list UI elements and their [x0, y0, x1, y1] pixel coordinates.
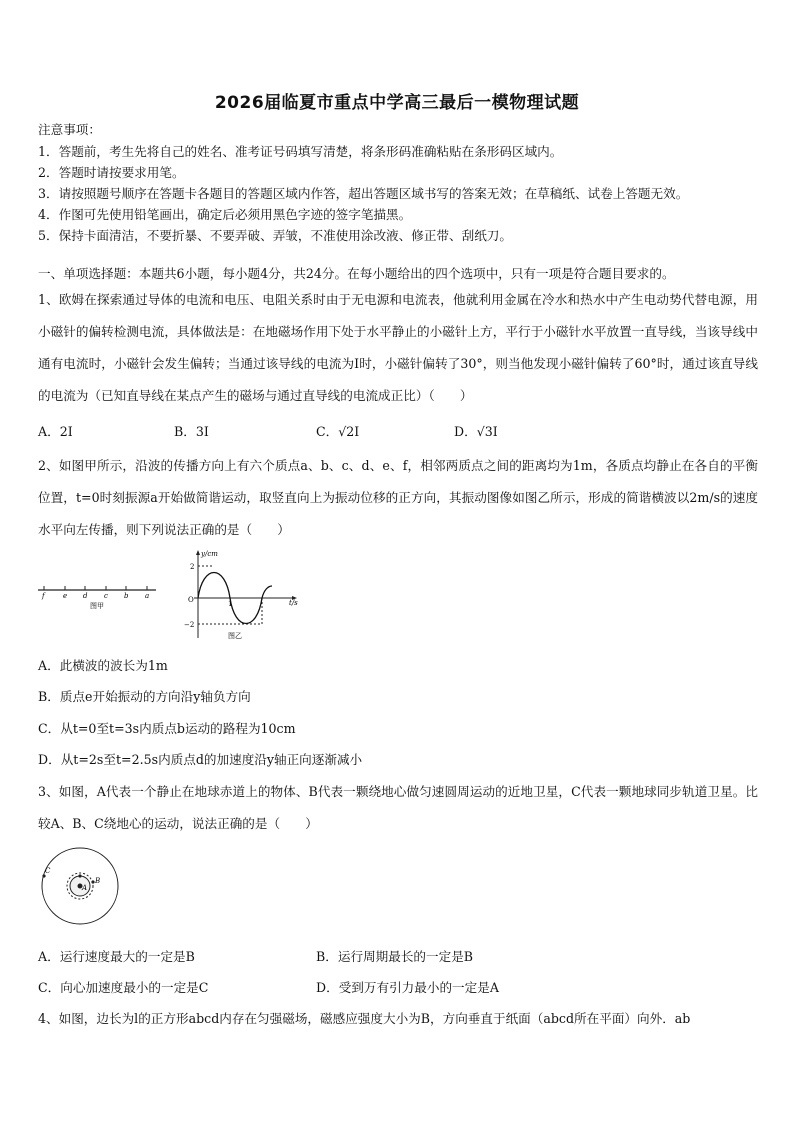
figure-yi-caption: 图乙	[228, 632, 242, 640]
q2-option-d: D．从t=2s至t=2.5s内质点d的加速度沿y轴正向逐渐减小	[38, 752, 363, 767]
question-4-stem: 4、如图，边长为l的正方形abcd内存在匀强磁场，磁感应强度大小为B，方向垂直于纸面（abcd所在平面）向外．ab	[38, 1011, 691, 1026]
y-positive-tick: 2	[190, 563, 195, 571]
q3-option-c: C．向心加速度最小的一定是C	[38, 980, 209, 995]
label-b: B	[95, 877, 101, 885]
q2-option-c: C．从t=0至t=3s内质点b运动的路程为10cm	[38, 721, 296, 736]
figure-jia	[36, 580, 160, 616]
origin-label: O	[188, 596, 194, 604]
note-item-2: 2．答题时请按要求用笔。	[38, 165, 185, 180]
q3-option-d: D．受到万有引力最小的一定是A	[316, 980, 499, 995]
y-axis-label: y/cm	[201, 550, 218, 558]
q3-option-a: A．运行速度最大的一定是B	[38, 949, 195, 964]
q1-option-d: D．√3I	[454, 424, 498, 439]
x-tick-1: 1	[228, 600, 233, 608]
q2-option-a: A．此横波的波长为1m	[38, 658, 168, 673]
y-negative-tick: −2	[184, 621, 195, 629]
question-1-stem: 1、欧姆在探索通过导体的电流和电压、电阻关系时由于无电源和电流表，他就利用金属在冷水和热水中产生电动势代替电源，用小磁针的偏转检测电流，具体做法是：在地磁场作用下处于水平静止的小磁针上方，平行于小磁针水平放置一直导线，当该导线中通有电流时，小磁针会发生偏转；当通过该导线的电流为I时，小磁针偏转了30°，则当他发现小磁针偏转了60°时，通过该直导线的电流为（已知直导线在某点产生的磁场与通过直导线的电流成正比）（ ）	[38, 292, 758, 403]
x-axis-label: t/s	[289, 599, 298, 607]
section-heading: 一、单项选择题：本题共6小题，每小题4分，共24分。在每小题给出的四个选项中，只有一项是符合题目要求的。	[38, 266, 675, 281]
note-item-4: 4．作图可先使用铅笔画出，确定后必须用黑色字迹的签字笔描黑。	[38, 207, 412, 222]
object-a	[78, 874, 81, 877]
question-2-stem: 2、如图甲所示，沿波的传播方向上有六个质点a、b、c、d、e、f，相邻两质点之间的距离均为1m，各质点均静止在各自的平衡位置，t=0时刻振源a开始做简谐运动，取竖直向上为振动位移的正方向，其振动图像如图乙所示，形成的简谐横波以2m/s的速度水平向左传播，则下列说法正确的是（ ）	[38, 458, 758, 537]
q1-option-b: B．3I	[174, 424, 209, 439]
note-item-5: 5．保持卡面清洁，不要折暴、不要弄破、弄皱，不准使用涂改液、修正带、刮纸刀。	[38, 228, 512, 243]
page-title: 2026届临夏市重点中学高三最后一模物理试题	[214, 93, 580, 113]
question-3-stem: 3、如图，A代表一个静止在地球赤道上的物体、B代表一颗绕地心做匀速圆周运动的近地卫星，C代表一颗地球同步轨道卫星。比较A、B、C绕地心的运动，说法正确的是（ ）	[38, 784, 758, 831]
label-a: A	[82, 884, 88, 892]
note-item-3: 3．请按照题号顺序在答题卡各题目的答题区域内作答，超出答题区域书写的答案无效；在草稿纸、试卷上答题无效。	[38, 186, 689, 201]
q1-option-a: A．2I	[38, 424, 73, 439]
point-e-label: e	[63, 592, 68, 600]
figure-yi	[180, 546, 305, 642]
note-item-1: 1．答题前，考生先将自己的姓名、准考证号码填写清楚，将条形码准确粘贴在条形码区域内。	[38, 144, 563, 159]
q1-option-c: C．√2I	[316, 424, 360, 439]
label-c: C	[45, 867, 51, 875]
point-b-label: b	[124, 592, 129, 600]
point-c-label: c	[104, 592, 108, 600]
figure-orbits	[38, 843, 128, 929]
figure-jia-caption: 图甲	[90, 602, 104, 610]
point-f-label: f	[42, 592, 45, 600]
point-a-label: a	[145, 592, 150, 600]
q2-option-b: B．质点e开始振动的方向沿y轴负方向	[38, 689, 251, 704]
notes-heading: 注意事项：	[38, 122, 101, 137]
point-d-label: d	[83, 592, 88, 600]
q3-option-b: B．运行周期最长的一定是B	[316, 949, 474, 964]
